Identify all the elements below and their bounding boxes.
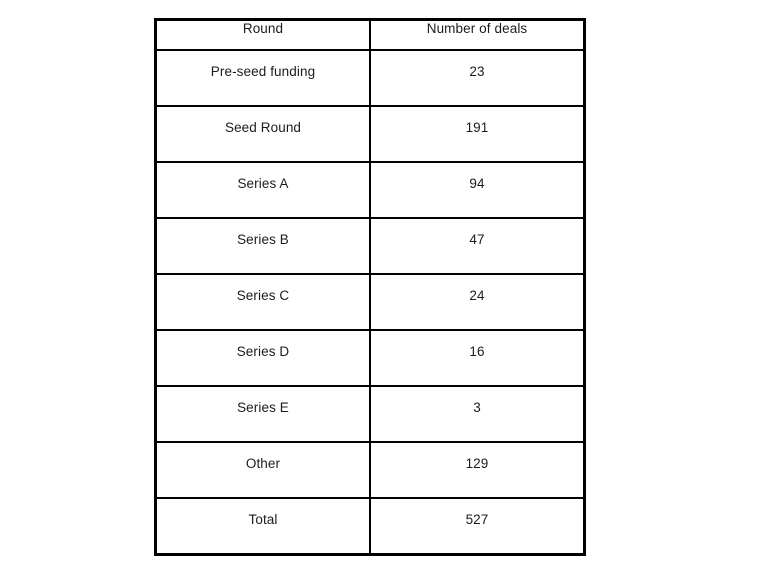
deals-cell: 16 bbox=[370, 330, 585, 386]
round-cell: Pre-seed funding bbox=[156, 50, 371, 106]
column-header-round: Round bbox=[156, 20, 371, 51]
deals-cell: 191 bbox=[370, 106, 585, 162]
deals-cell: 3 bbox=[370, 386, 585, 442]
table-row bbox=[156, 442, 585, 498]
deals-cell: 24 bbox=[370, 274, 585, 330]
round-cell: Series B bbox=[156, 218, 371, 274]
deals-cell-total: 527 bbox=[370, 498, 585, 555]
deals-cell: 94 bbox=[370, 162, 585, 218]
deals-cell: 129 bbox=[370, 442, 585, 498]
round-cell: Seed Round bbox=[156, 106, 371, 162]
round-cell: Series C bbox=[156, 274, 371, 330]
table-row bbox=[156, 386, 585, 442]
round-cell: Series E bbox=[156, 386, 371, 442]
table-row bbox=[156, 218, 585, 274]
table-row bbox=[156, 106, 585, 162]
round-cell: Series A bbox=[156, 162, 371, 218]
round-cell: Other bbox=[156, 442, 371, 498]
deals-cell: 23 bbox=[370, 50, 585, 106]
deals-cell: 47 bbox=[370, 218, 585, 274]
table-row-total bbox=[156, 498, 585, 555]
deals-table-container bbox=[154, 18, 586, 556]
table-row bbox=[156, 274, 585, 330]
funding-rounds-table bbox=[154, 18, 586, 556]
table-header-row bbox=[156, 20, 585, 51]
round-cell-total: Total bbox=[156, 498, 371, 555]
table-row bbox=[156, 162, 585, 218]
round-cell: Series D bbox=[156, 330, 371, 386]
table-row bbox=[156, 330, 585, 386]
column-header-number-of-deals: Number of deals bbox=[370, 20, 585, 51]
table-row bbox=[156, 50, 585, 106]
